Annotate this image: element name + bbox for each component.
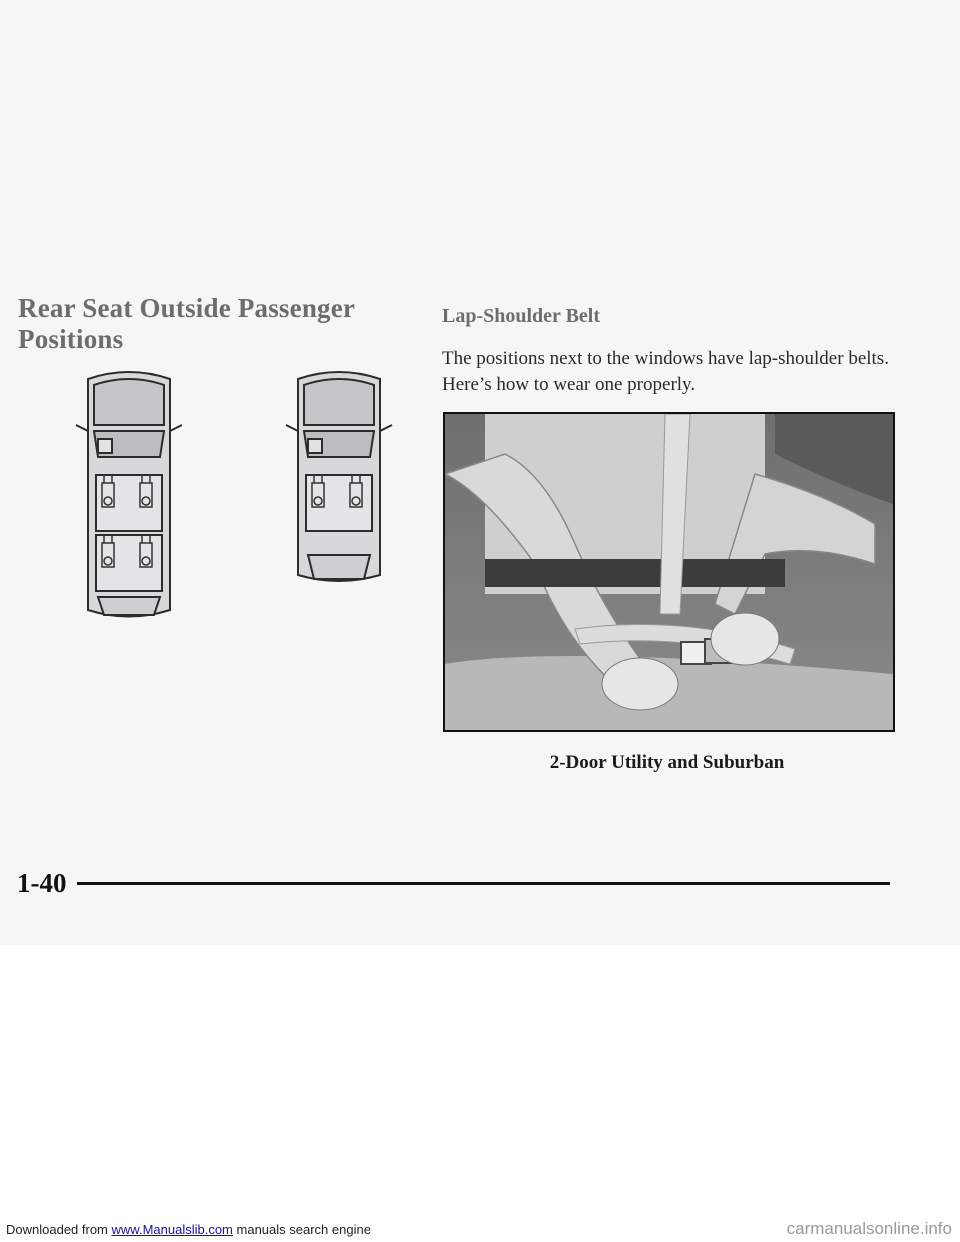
manualslib-link[interactable]: www.Manualslib.com	[111, 1222, 233, 1237]
photo-caption: 2-Door Utility and Suburban	[549, 752, 785, 773]
footer-rule	[77, 882, 890, 885]
seatbelt-photo	[443, 412, 895, 732]
body-paragraph: The positions next to the windows have lap-shoulder belts. Here’s how to wear one properly.	[442, 348, 889, 395]
download-suffix: manuals search engine	[236, 1222, 371, 1237]
watermark: carmanualsonline.info	[786, 1219, 952, 1238]
section-heading: Rear Seat Outside Passenger Positions	[18, 293, 355, 354]
page-number: 1-40	[17, 868, 67, 898]
subsection-heading: Lap-Shoulder Belt	[442, 305, 600, 327]
download-note	[6, 1222, 371, 1237]
suburban-seating-diagram	[74, 365, 184, 625]
utility-seating-diagram	[284, 365, 394, 590]
download-prefix: Downloaded from	[6, 1222, 108, 1237]
